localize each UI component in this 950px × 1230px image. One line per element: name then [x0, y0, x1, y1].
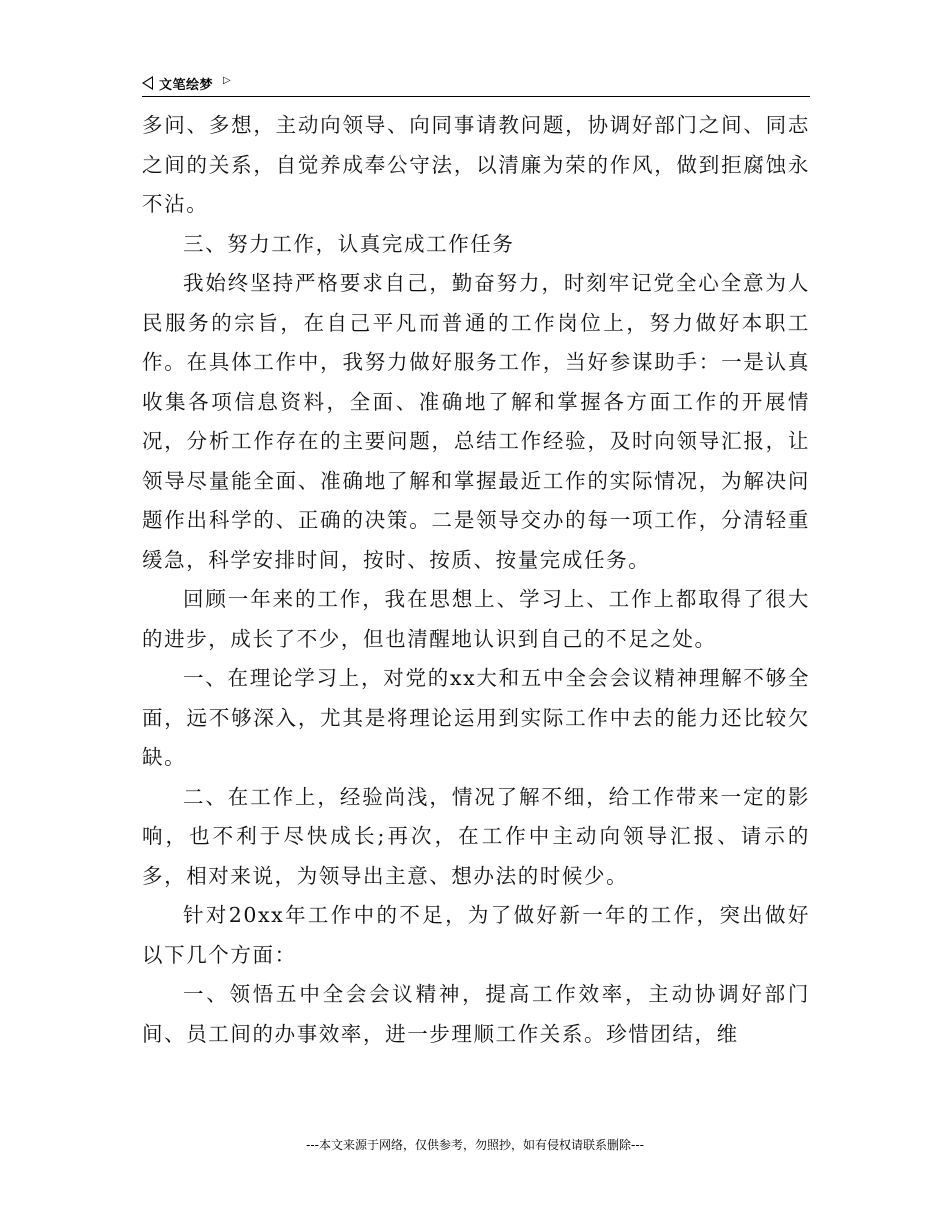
page-footer: ---本文来源于网络，仅供参考，勿照抄，如有侵权请联系删除--- [306, 1138, 644, 1152]
paragraph: 针对20xx年工作中的不足，为了做好新一年的工作，突出做好以下几个方面： [142, 903, 810, 967]
right-triangle-icon: ▷ [223, 74, 231, 86]
document-body [142, 106, 810, 1054]
paragraph: 回顾一年来的工作，我在思想上、学习上、工作上都取得了很大的进步，成长了不少，但也清醒地认识到自己的不足之处。 [142, 587, 810, 651]
paragraph: 一、在理论学习上，对党的xx大和五中全会会议精神理解不够全面，远不够深入，尤其是将理论运用到实际工作中去的能力还比较欠缺。 [142, 666, 810, 769]
section-heading: 三、努力工作，认真完成工作任务 [183, 231, 515, 256]
paragraph: 一、领悟五中全会会议精神，提高工作效率，主动协调好部门间、员工间的办事效率，进一步理顺工作关系。珍惜团结，维 [142, 982, 810, 1046]
paragraph: 我始终坚持严格要求自己，勤奋努力，时刻牢记党全心全意为人民服务的宗旨，在自己平凡而普通的工作岗位上，努力做好本职工作。在具体工作中，我努力做好服务工作，当好参谋助手：一是认真收集各项信息资料，全面、准确地了解和掌握各方面工作的开展情况，分析工作存在的主要问题，总结工作经验，及时向领导汇报，让领导尽量能全面、准确地了解和掌握最近工作的实际情况，为解决问题作出科学的、正确的决策。二是领导交办的每一项工作，分清轻重缓急，科学安排时间，按时、按质、按量完成任务。 [142, 271, 810, 572]
paragraph: 多问、多想，主动向领导、向同事请教问题，协调好部门之间、同志之间的关系，自觉养成奉公守法，以清廉为荣的作风，做到拒腐蚀永不沾。 [142, 113, 810, 216]
page-header [142, 70, 810, 97]
paragraph: 二、在工作上，经验尚浅，情况了解不细，给工作带来一定的影响，也不利于尽快成长;再次，在工作中主动向领导汇报、请示的多，相对来说，为领导出主意、想办法的时候少。 [142, 784, 810, 888]
left-triangle-icon [142, 76, 153, 90]
header-brand: 文笔绘梦 [159, 77, 214, 93]
